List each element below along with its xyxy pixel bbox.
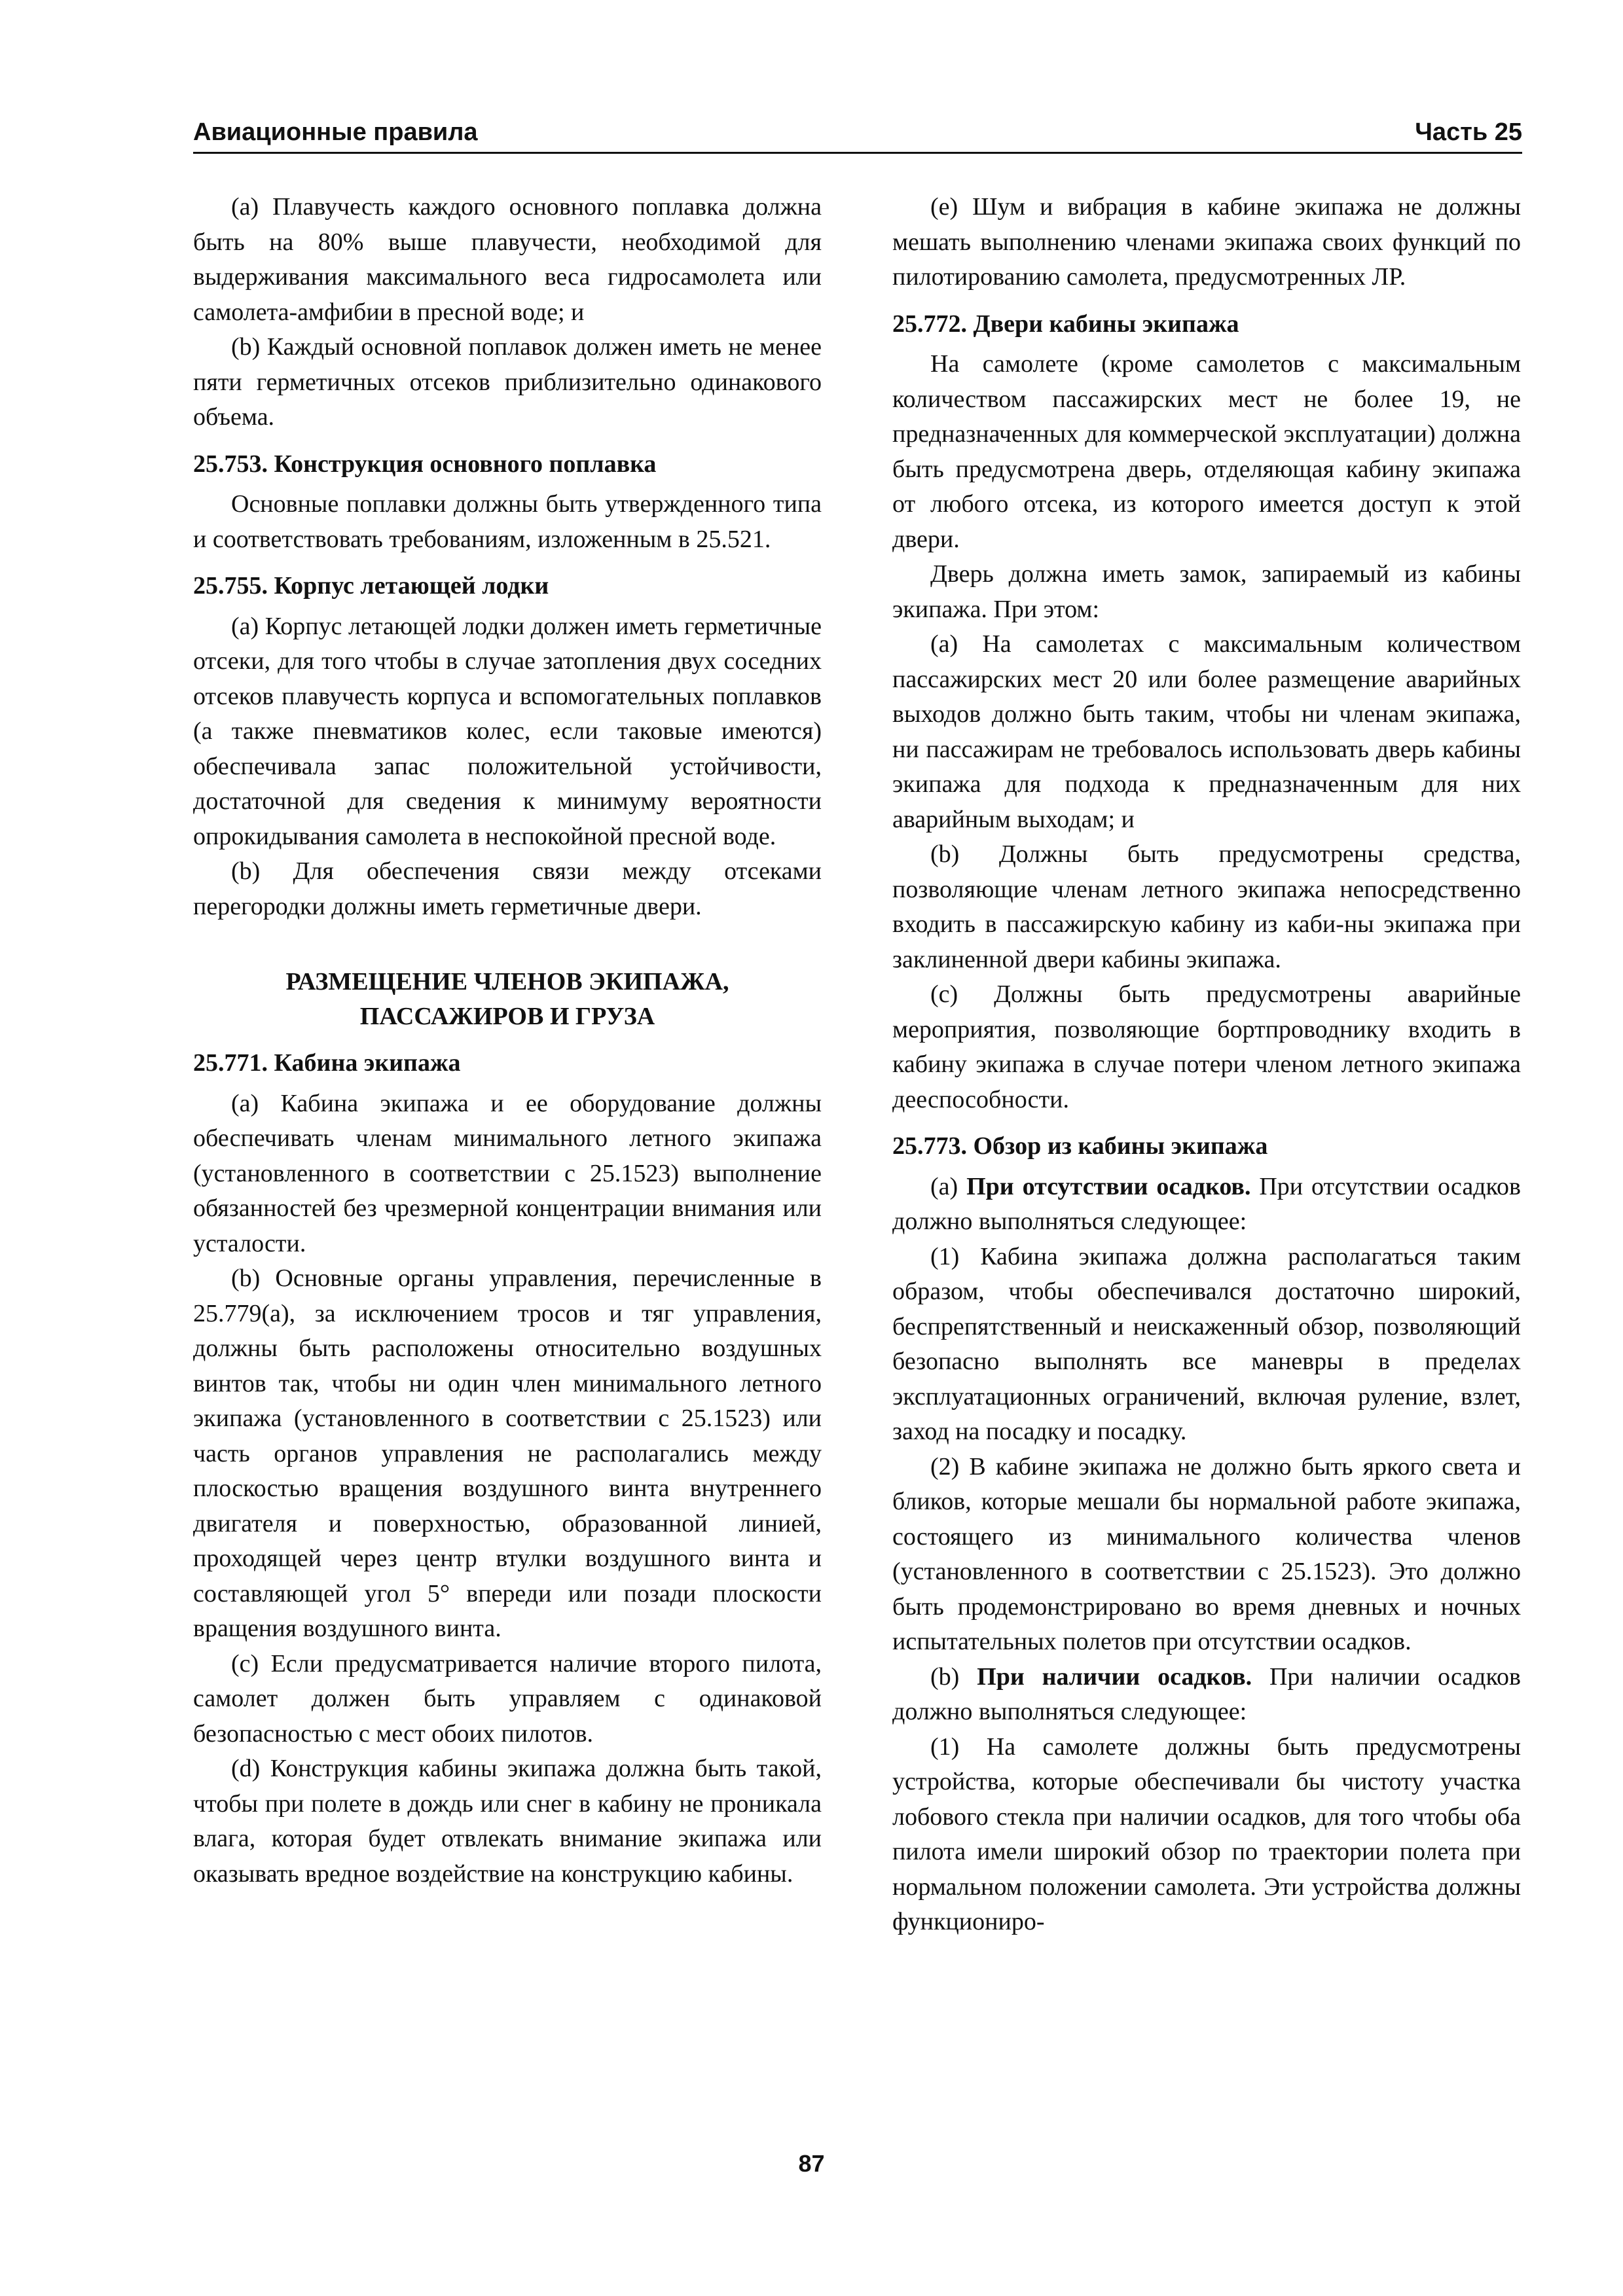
paragraph: (d) Конструкция кабины экипажа должна быть такой, чтобы при полете в дождь или снег в кабину не проникала влага, которая будет отвлекать внимание экипажа или оказывать вредное воздействие на конструкцию кабины. <box>193 1755 822 1888</box>
section-heading-25-753: 25.753. Конструкция основного поплавка <box>193 450 657 478</box>
right-column <box>892 190 1521 1940</box>
paragraph: (2) В кабине экипажа не должно быть яркого света и бликов, которые мешали бы нормальной работе экипажа, состоящего из минимального количества членов (установленного в соответствии с 25.1523). Это должно быть продемонстрировано во время дневных и ночных испытательных полетов при отсутствии осадков. <box>892 1452 1521 1655</box>
header-title: Авиационные правила <box>193 118 478 146</box>
paragraph: На самолете (кроме самолетов с максимальным количеством пассажирских мест не более 19, не предназначенных для коммерческой эксплуатации) должна быть предусмотрена дверь, отделяющая кабину экипажа от любого отсека, из которого имеется доступ к этой двери. <box>892 350 1521 553</box>
paragraph: (a) Плавучесть каждого основного поплавка должна быть на 80% выше плавучести, необходимой для выдерживания максимального веса гидросамолета или самолета-амфибии в пресной воде; и <box>193 193 822 326</box>
bold-run: При отсутствии осадков. <box>966 1172 1251 1200</box>
header-part: Часть 25 <box>1415 118 1522 146</box>
section-heading-25-773: 25.773. Обзор из кабины экипажа <box>892 1132 1268 1160</box>
paragraph: (c) Если предусматривается наличие второго пилота, самолет должен быть управляем с одинаковой безопасностью с мест обоих пилотов. <box>193 1649 822 1748</box>
paragraph: Основные поплавки должны быть утвержденного типа и соответствовать требованиям, изложенным в 25.521. <box>193 490 822 553</box>
chapter-heading-line2: ПАССАЖИРОВ И ГРУЗА <box>359 1003 655 1030</box>
paragraph: Дверь должна иметь замок, запираемый из кабины экипажа. При этом: <box>892 560 1521 623</box>
paragraph <box>892 1170 1521 1240</box>
paragraph: (b) Каждый основной поплавок должен иметь не менее пяти герметичных отсеков приблизительно одинакового объема. <box>193 333 822 431</box>
paragraph: (a) Корпус летающей лодки должен иметь герметичные отсеки, для того чтобы в случае затопления двух соседних отсеков плавучесть корпуса и вспомогательных поплавков (а также пневматиков колес, если таковые имеются) обеспечивала запас положительной устойчивости, достаточной для сведения к минимуму вероятности опрокидывания самолета в неспокойной пресной воде. <box>193 612 822 850</box>
paragraph: (b) Основные органы управления, перечисленные в 25.779(a), за исключением тросов и тяг управления, должны быть расположены относительно воздушных винтов так, чтобы ни один член минимального летного экипажа (установленного в соответствии с 25.1523) или часть органов управления не располагались между плоскостью вращения воздушного винта внутреннего двигателя и поверхностью, образованной линией, проходящей через центр втулки воздушного винта и составляющей угол 5° впереди или позади плоскости вращения воздушного винта. <box>193 1265 822 1642</box>
section-heading-25-772: 25.772. Двери кабины экипажа <box>892 310 1239 338</box>
paragraph: (c) Должны быть предусмотрены аварийные мероприятия, позволяющие бортпроводнику входить в кабину экипажа в случае потери членом летного экипажа дееспособности. <box>892 980 1521 1113</box>
paragraph: (b) Для обеспечения связи между отсеками перегородки должны иметь герметичные двери. <box>193 857 822 920</box>
page-header <box>193 111 1522 154</box>
page-number: 87 <box>798 2150 825 2177</box>
bold-run: При наличии осадков. <box>977 1662 1252 1691</box>
paragraph: (e) Шум и вибрация в кабине экипажа не должны мешать выполнению членами экипажа своих функций по пилотированию самолета, предусмотренных ЛР. <box>892 193 1521 291</box>
paragraph: (1) На самолете должны быть предусмотрены устройства, которые обеспечивали бы чистоту участка лобового стекла при наличии осадков, для того чтобы оба пилота имели широкий обзор по траектории полета при нормальном положении самолета. Эти устройства должны функциониро- <box>892 1732 1521 1935</box>
paragraph: (1) Кабина экипажа должна располагаться таким образом, чтобы обеспечивался достаточно широкий, беспрепятственный и неискаженный обзор, позволяющий безопасно выполнять все маневры в пределах эксплуатационных ограничений, включая руление, взлет, заход на посадку и посадку. <box>892 1242 1521 1445</box>
paragraph: (a) Кабина экипажа и ее оборудование должны обеспечивать членам минимального летного экипажа (установленного в соответствии с 25.1523) выполнение обязанностей без чрезмерной концентрации внимания или усталости. <box>193 1089 822 1257</box>
section-heading-25-771: 25.771. Кабина экипажа <box>193 1049 461 1077</box>
item-label: (a) <box>930 1172 967 1200</box>
text-run: При отсутствии осадков должно выполняться следующее: <box>892 1172 1521 1235</box>
chapter-heading-line1: РАЗМЕЩЕНИЕ ЧЛЕНОВ ЭКИПАЖА, <box>285 968 729 996</box>
paragraph: (a) На самолетах с максимальным количеством пассажирских мест 20 или более размещение аварийных выходов должно быть таким, чтобы ни членам экипажа, ни пассажирам не требовалось использовать дверь кабины экипажа для подхода к предназначенным для них аварийным выходам; и <box>892 630 1521 833</box>
paragraph <box>892 1660 1521 1730</box>
text-run: При наличии осадков должно выполняться следующее: <box>892 1662 1521 1725</box>
chapter-heading <box>193 965 822 1034</box>
left-column <box>193 190 822 1892</box>
item-label: (b) <box>930 1662 977 1691</box>
paragraph: (b) Должны быть предусмотрены средства, позволяющие членам летного экипажа непосредственно входить в пассажирскую кабину из каби-ны экипажа при заклиненной двери кабины экипажа. <box>892 840 1521 973</box>
section-heading-25-755: 25.755. Корпус летающей лодки <box>193 572 549 600</box>
